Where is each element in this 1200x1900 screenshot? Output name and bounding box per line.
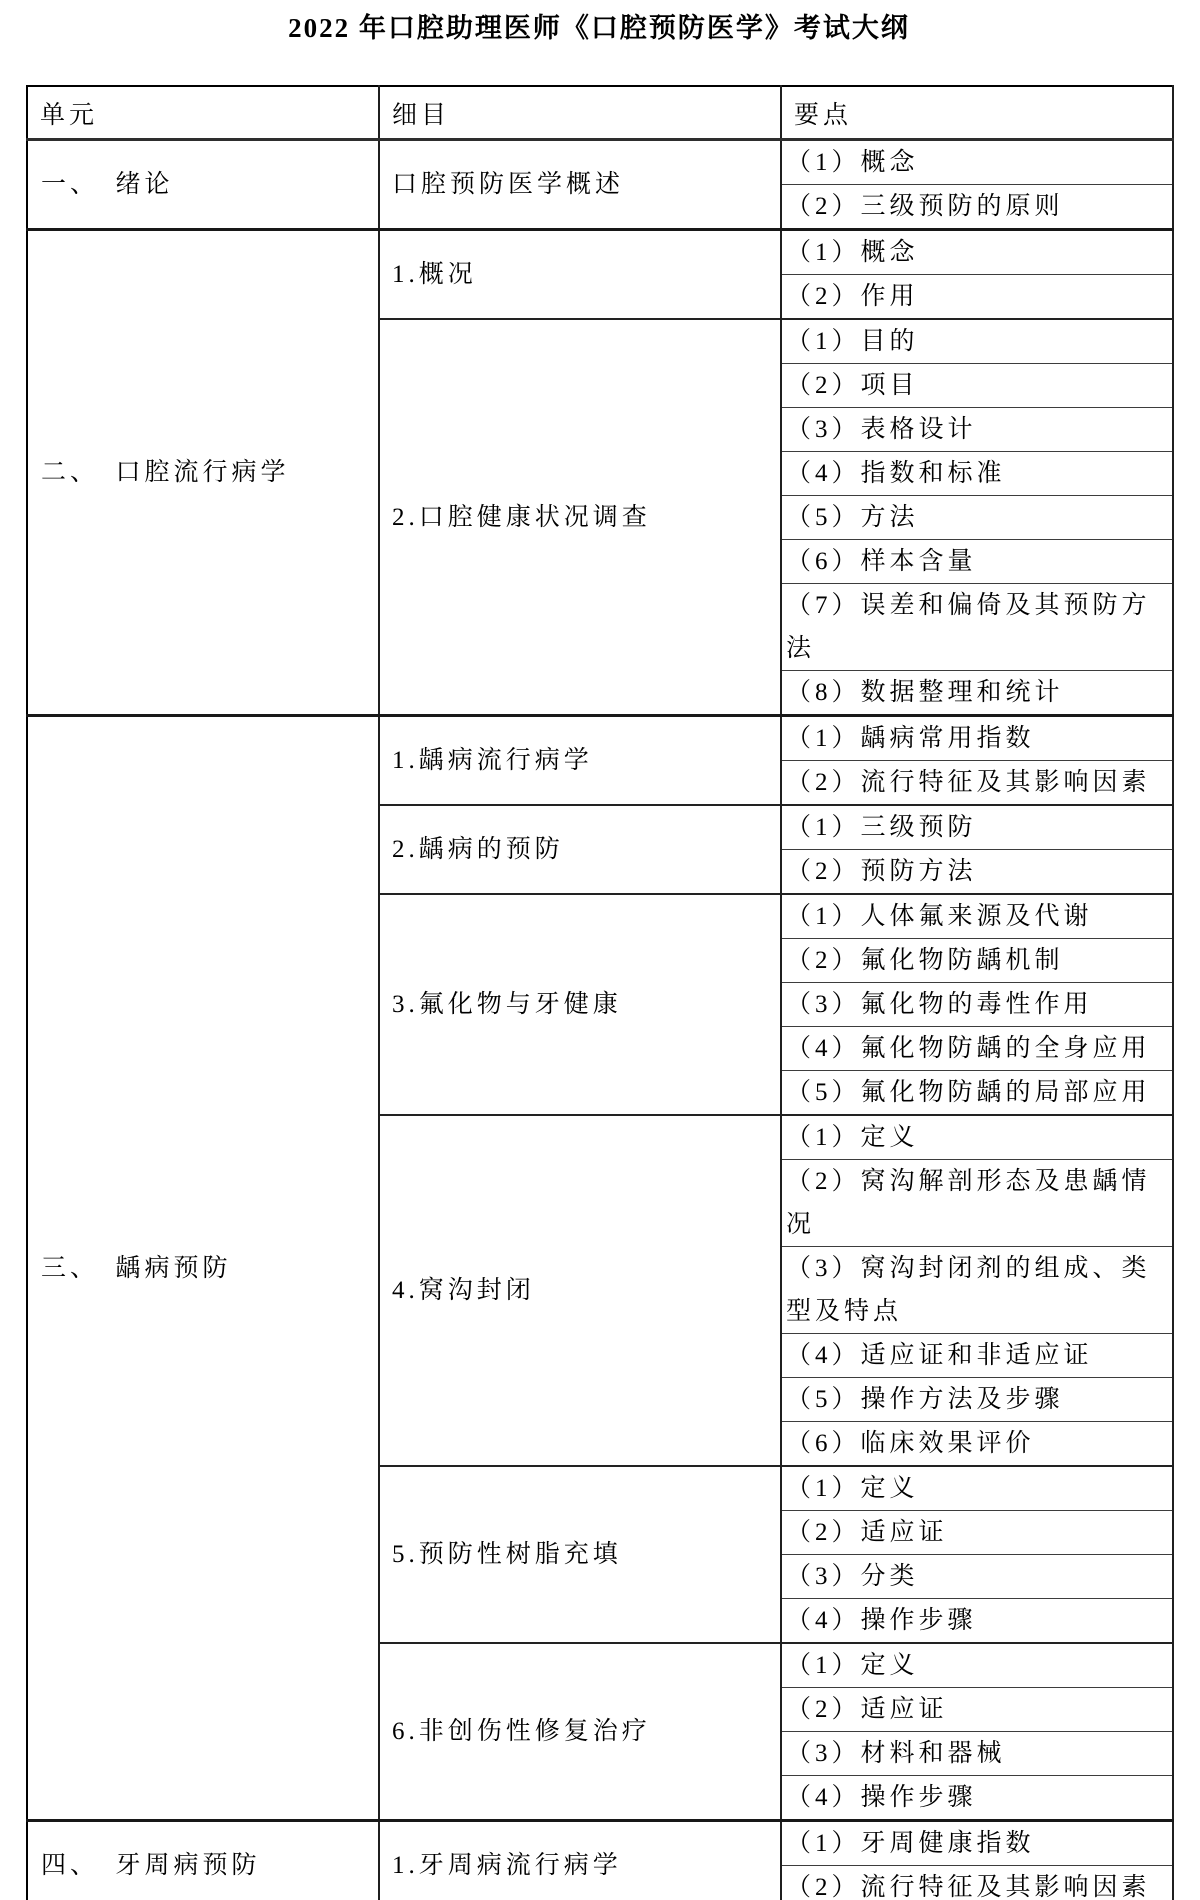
point-text: （1）定义 <box>786 1124 919 1151</box>
point-text: （2）氟化物防龋机制 <box>786 947 1064 974</box>
col-header-detail: 细目 <box>379 86 781 140</box>
point-text: （2）预防方法 <box>786 858 977 885</box>
point-text: （2）适应证 <box>786 1696 948 1723</box>
detail-cell: 1.概况 <box>379 230 781 320</box>
point-cell <box>781 716 1173 761</box>
point-cell <box>781 1160 1173 1247</box>
point-cell <box>781 805 1173 850</box>
point-text: （3）表格设计 <box>786 416 977 443</box>
point-text: （4）氟化物防龋的全身应用 <box>786 1035 1151 1062</box>
point-text: （3）窝沟封闭剂的组成、类型及特点 <box>786 1255 1151 1325</box>
detail-cell: 口腔预防医学概述 <box>379 140 781 230</box>
unit-cell: 四、 牙周病预防 <box>27 1821 379 1900</box>
point-text: （2）作用 <box>786 283 919 310</box>
point-text: （3）氟化物的毒性作用 <box>786 991 1093 1018</box>
point-cell <box>781 1247 1173 1334</box>
point-cell <box>781 671 1173 716</box>
point-cell <box>781 1071 1173 1116</box>
point-text: （2）流行特征及其影响因素 <box>786 769 1151 796</box>
table-row <box>27 716 1173 761</box>
point-text: （1）定义 <box>786 1652 919 1679</box>
syllabus-table <box>26 85 1174 1900</box>
point-text: （5）氟化物防龋的局部应用 <box>786 1079 1151 1106</box>
point-cell <box>781 1466 1173 1511</box>
point-cell <box>781 364 1173 408</box>
point-cell <box>781 894 1173 939</box>
point-cell <box>781 584 1173 671</box>
point-cell <box>781 540 1173 584</box>
point-text: （1）三级预防 <box>786 814 977 841</box>
point-text: （6）样本含量 <box>786 548 977 575</box>
page-title: 2022 年口腔助理医师《口腔预防医学》考试大纲 <box>288 13 910 43</box>
point-text: （1）牙周健康指数 <box>786 1830 1035 1857</box>
point-cell <box>781 275 1173 320</box>
detail-cell: 6.非创伤性修复治疗 <box>379 1643 781 1821</box>
point-text: （5）操作方法及步骤 <box>786 1386 1064 1413</box>
point-cell <box>781 1378 1173 1422</box>
point-cell <box>781 1821 1173 1866</box>
col-header-unit: 单元 <box>27 86 379 140</box>
point-cell <box>781 408 1173 452</box>
point-text: （1）概念 <box>786 239 919 266</box>
point-text: （1）概念 <box>786 149 919 176</box>
detail-cell: 1.龋病流行病学 <box>379 716 781 806</box>
detail-cell: 3.氟化物与牙健康 <box>379 894 781 1115</box>
point-cell <box>781 1643 1173 1688</box>
point-text: （3）分类 <box>786 1563 919 1590</box>
point-text: （1）龋病常用指数 <box>786 725 1035 752</box>
point-cell <box>781 1422 1173 1467</box>
table-body <box>27 140 1173 1900</box>
point-cell <box>781 1027 1173 1071</box>
point-cell <box>781 1511 1173 1555</box>
point-cell <box>781 1688 1173 1732</box>
point-cell <box>781 850 1173 895</box>
point-text: （1）目的 <box>786 328 919 355</box>
point-cell <box>781 1776 1173 1821</box>
detail-cell: 2.口腔健康状况调查 <box>379 319 781 716</box>
point-cell <box>781 319 1173 364</box>
point-text: （6）临床效果评价 <box>786 1430 1035 1457</box>
point-cell <box>781 1334 1173 1378</box>
point-cell <box>781 185 1173 230</box>
unit-cell: 二、 口腔流行病学 <box>27 230 379 716</box>
point-text: （7）误差和偏倚及其预防方法 <box>786 592 1151 662</box>
table-row <box>27 1821 1173 1866</box>
point-cell <box>781 230 1173 275</box>
detail-cell: 5.预防性树脂充填 <box>379 1466 781 1643</box>
point-text: （2）适应证 <box>786 1519 948 1546</box>
point-text: （1）定义 <box>786 1475 919 1502</box>
point-text: （2）流行特征及其影响因素 <box>786 1874 1151 1900</box>
point-text: （8）数据整理和统计 <box>786 679 1064 706</box>
point-text: （4）指数和标准 <box>786 460 1006 487</box>
header-row <box>27 86 1173 140</box>
point-cell <box>781 1555 1173 1599</box>
unit-cell: 一、 绪论 <box>27 140 379 230</box>
point-cell <box>781 496 1173 540</box>
detail-cell: 4.窝沟封闭 <box>379 1115 781 1466</box>
point-text: （4）操作步骤 <box>786 1607 977 1634</box>
point-text: （2）三级预防的原则 <box>786 193 1064 220</box>
point-cell <box>781 452 1173 496</box>
detail-cell: 1.牙周病流行病学 <box>379 1821 781 1900</box>
point-text: （5）方法 <box>786 504 919 531</box>
detail-cell: 2.龋病的预防 <box>379 805 781 894</box>
point-text: （2）窝沟解剖形态及患龋情况 <box>786 1168 1151 1238</box>
point-cell <box>781 1732 1173 1776</box>
point-cell <box>781 939 1173 983</box>
point-cell <box>781 983 1173 1027</box>
point-cell <box>781 1115 1173 1160</box>
point-text: （1）人体氟来源及代谢 <box>786 903 1093 930</box>
point-text: （4）操作步骤 <box>786 1784 977 1811</box>
point-cell <box>781 761 1173 806</box>
point-text: （3）材料和器械 <box>786 1740 1006 1767</box>
point-cell <box>781 1866 1173 1900</box>
table-row <box>27 230 1173 275</box>
point-text: （2）项目 <box>786 372 919 399</box>
unit-cell: 三、 龋病预防 <box>27 716 379 1821</box>
table-row <box>27 140 1173 185</box>
point-cell <box>781 140 1173 185</box>
col-header-points: 要点 <box>781 86 1173 140</box>
point-text: （4）适应证和非适应证 <box>786 1342 1093 1369</box>
point-cell <box>781 1599 1173 1644</box>
